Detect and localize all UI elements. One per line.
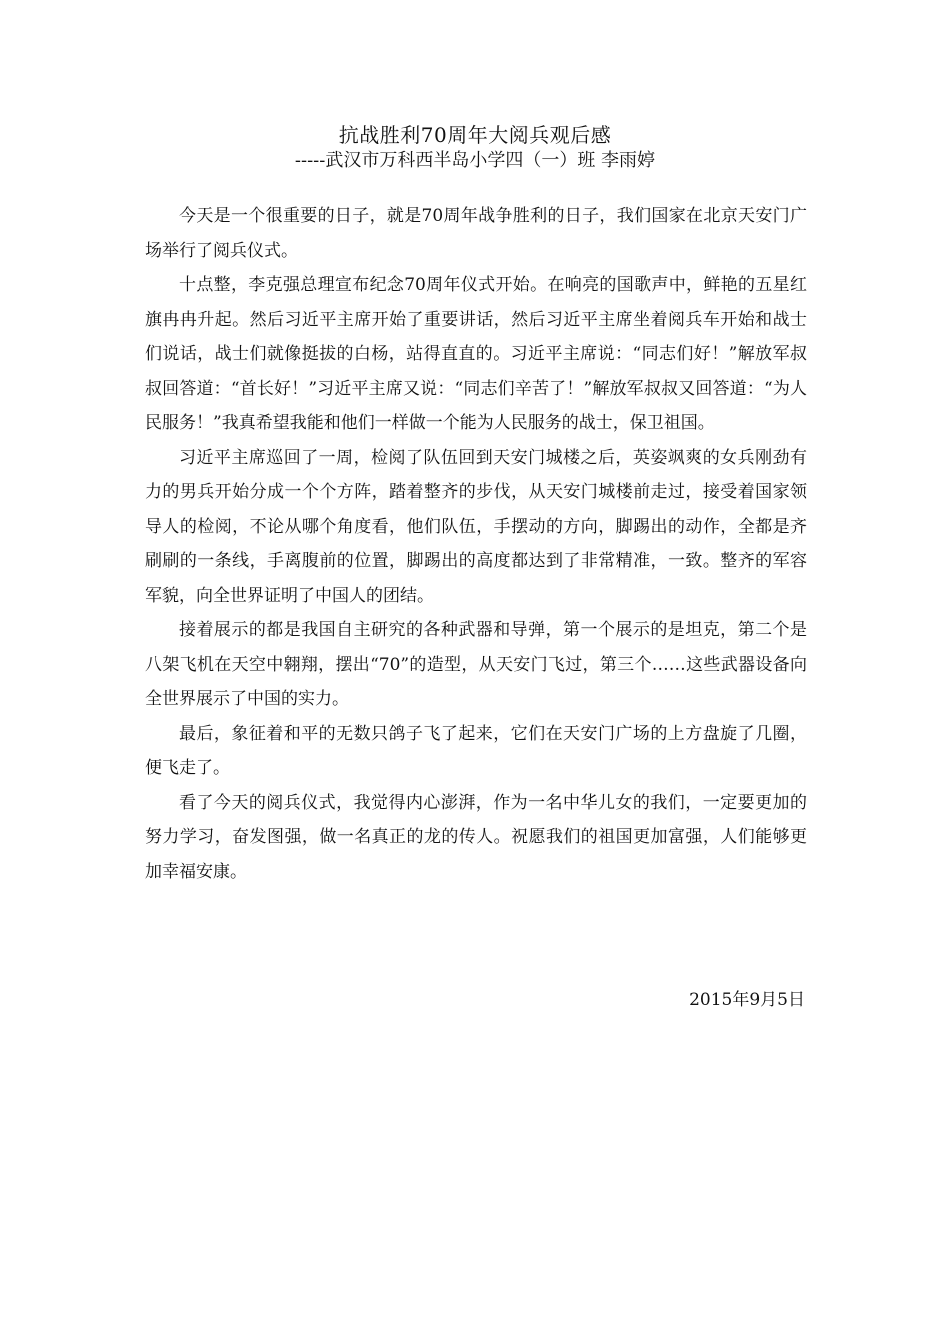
- essay-body: [145, 199, 807, 889]
- author-line: -----武汉市万科西半岛小学四（一）班 李雨婷: [294, 150, 656, 171]
- paragraph-2: 十点整，李克强总理宣布纪念70周年仪式开始。在响亮的国歌声中，鲜艳的五星红旗冉冉升起。然后习近平主席开始了重要讲话，然后习近平主席坐着阅兵车开始和战士们说话，战士们就像挺拔的白杨，站得直直的。习近平主席说：“同志们好！”解放军叔叔回答道：“首长好！”习近平主席又说：“同志们辛苦了！”解放军叔叔又回答道：“为人民服务！”我真希望我能和他们一样做一个能为人民服务的战士，保卫祖国。: [145, 275, 807, 433]
- document-date: 2015年9月5日: [689, 990, 805, 1010]
- document-title: 抗战胜利70周年大阅兵观后感: [338, 123, 612, 147]
- paragraph-6: 看了今天的阅兵仪式，我觉得内心澎湃，作为一名中华儿女的我们，一定要更加的努力学习，奋发图强，做一名真正的龙的传人。祝愿我们的祖国更加富强，人们能够更加幸福安康。: [145, 792, 807, 882]
- paragraph-1: 今天是一个很重要的日子，就是70周年战争胜利的日子，我们国家在北京天安门广场举行了阅兵仪式。: [145, 206, 807, 261]
- paragraph-5: 最后，象征着和平的无数只鸽子飞了起来，它们在天安门广场的上方盘旋了几圈，便飞走了。: [145, 723, 807, 778]
- paragraph-4: 接着展示的都是我国自主研究的各种武器和导弹，第一个展示的是坦克，第二个是八架飞机在天空中翱翔，摆出“70”的造型，从天安门飞过，第三个……这些武器设备向全世界展示了中国的实力。: [145, 620, 807, 709]
- paragraph-3: 习近平主席巡回了一周，检阅了队伍回到天安门城楼之后，英姿飒爽的女兵刚劲有力的男兵开始分成一个个方阵，踏着整齐的步伐，从天安门城楼前走过，接受着国家领导人的检阅，不论从哪个角度看，他们队伍，手摆动的方向，脚踢出的动作，全都是齐刷刷的一条线，手离腹前的位置，脚踢出的高度都达到了非常精准，一致。整齐的军容军貌，向全世界证明了中国人的团结。: [145, 447, 807, 606]
